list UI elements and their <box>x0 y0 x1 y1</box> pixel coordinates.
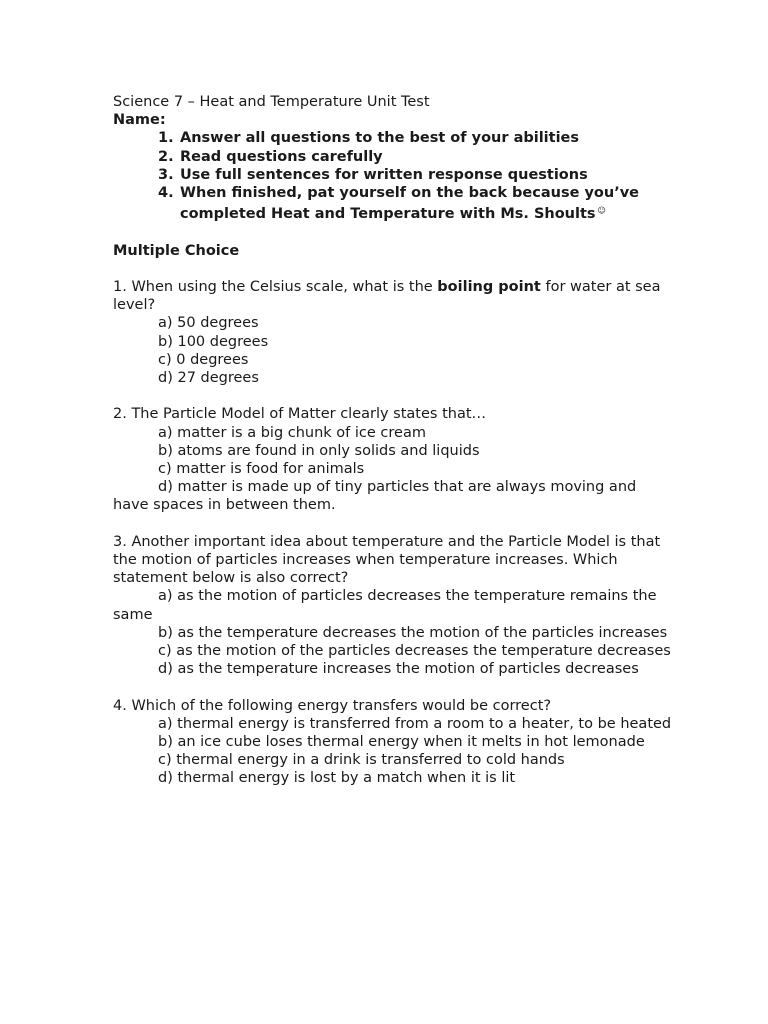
instructions-list <box>113 129 673 223</box>
document-body <box>113 93 673 788</box>
question-text: 1. When using the Celsius scale, what is the boiling point for water at sea level? <box>113 279 661 314</box>
answer-option: b) 100 degrees <box>158 333 269 350</box>
instruction-item: 1. Answer all questions to the best of your abilities <box>158 130 580 147</box>
question-2 <box>113 405 673 514</box>
smiley-icon: ☺ <box>597 206 606 216</box>
answer-option: a) as the motion of particles decreases the temperature remains the same <box>113 588 657 623</box>
answer-option: a) 50 degrees <box>158 315 259 332</box>
answer-option: a) thermal energy is transferred from a room to a heater, to be heated <box>158 715 672 732</box>
question-text: 2. The Particle Model of Matter clearly states that… <box>113 406 487 423</box>
question-4 <box>113 697 673 788</box>
answer-option: d) matter is made up of tiny particles that are always moving and have spaces in between them. <box>113 479 637 514</box>
question-3 <box>113 533 673 679</box>
question-text: 3. Another important idea about temperature and the Particle Model is that the motion of particles increases when temperature increases. Which statement below is also correct? <box>113 533 661 587</box>
answer-option: d) thermal energy is lost by a match when it is lit <box>158 770 516 787</box>
instruction-item: 4. When finished, pat yourself on the back because you’ve completed Heat and Temperature with Ms. Shoults ☺ <box>158 185 639 223</box>
question-text: 4. Which of the following energy transfers would be correct? <box>113 697 552 714</box>
section-title-multiple-choice: Multiple Choice <box>113 242 240 259</box>
answer-option: c) as the motion of the particles decreases the temperature decreases <box>158 643 671 660</box>
answer-option: c) thermal energy in a drink is transferred to cold hands <box>158 752 565 769</box>
answer-option: c) 0 degrees <box>158 351 249 368</box>
instruction-item: 2. Read questions carefully <box>158 148 383 165</box>
answer-option: b) an ice cube loses thermal energy when it melts in hot lemonade <box>158 734 645 751</box>
answer-option: d) as the temperature increases the motion of particles decreases <box>158 661 639 678</box>
test-title: Science 7 – Heat and Temperature Unit Test <box>113 94 430 110</box>
answer-option: d) 27 degrees <box>158 370 259 387</box>
instruction-item: 3. Use full sentences for written response questions <box>158 166 588 183</box>
answer-option: a) matter is a big chunk of ice cream <box>158 424 426 441</box>
answer-option: c) matter is food for animals <box>158 461 365 478</box>
name-label: Name: <box>113 112 166 129</box>
answer-option: b) as the temperature decreases the motion of the particles increases <box>158 624 668 641</box>
question-1 <box>113 278 673 387</box>
answer-option: b) atoms are found in only solids and liquids <box>158 442 480 459</box>
